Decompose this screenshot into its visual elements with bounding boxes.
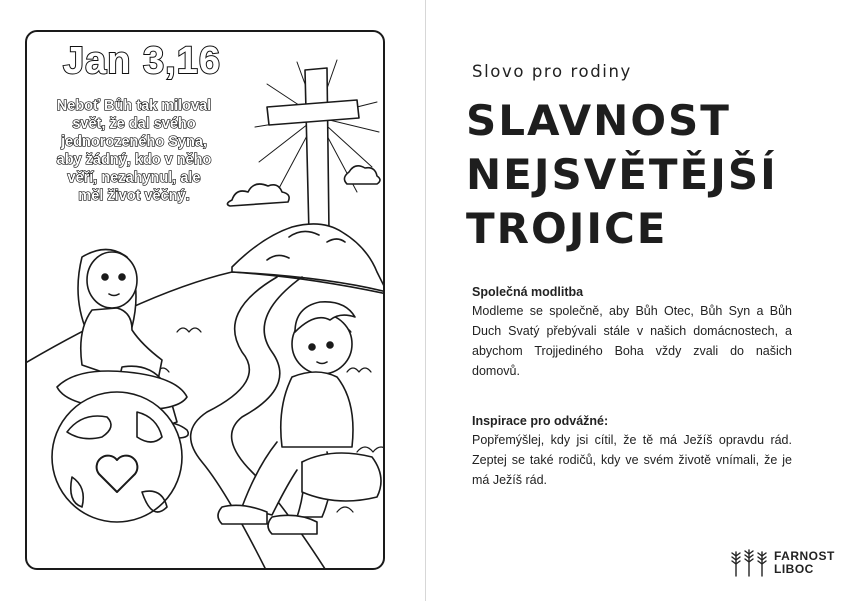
globe-with-heart (52, 392, 182, 522)
section-body: Modleme se společně, aby Bůh Otec, Bůh Syn a Bůh Duch Svatý přebývali stále v našich domácnostech, a abychom Trojjediného Boha vždy zvali do našich domovů. (472, 304, 792, 378)
cloud (227, 184, 289, 206)
wheat-ears-icon (728, 548, 770, 578)
path-left-edge (191, 277, 277, 570)
hilltop (232, 224, 385, 292)
logo-text (774, 550, 835, 576)
verse-line: věří, nezahynul, ale (67, 170, 201, 186)
parish-logo (728, 548, 835, 578)
prayer-section (472, 285, 792, 381)
section-body: Popřemýšlej, kdy jsi cítil, že tě má Ježíš opravdu rád. Zeptej se také rodičů, kdy ve svém životě vnímali, že je má Ježíš rád. (472, 433, 792, 487)
bible-reference: Jan 3,16 (63, 40, 221, 82)
eyebrow-text: Slovo pro rodiny (472, 62, 632, 81)
logo-line: FARNOST (774, 549, 835, 563)
verse-line: svět, že dal svého (72, 116, 196, 132)
verse-line: Neboť Bůh tak miloval (56, 98, 212, 114)
inspiration-section (472, 414, 792, 490)
logo-line: LIBOC (774, 562, 814, 576)
coloring-page (25, 30, 385, 570)
page-title (466, 94, 778, 256)
verse-line: aby žádný, kdo v něho (56, 152, 212, 168)
section-heading: Společná modlitba (472, 285, 584, 299)
title-line: SLAVNOST (466, 96, 731, 145)
cloud (344, 166, 380, 184)
verse-line: měl život věčný. (78, 188, 190, 204)
title-line: NEJSVĚTĚJŠÍ (466, 150, 778, 199)
rock (302, 453, 381, 501)
bible-verse (35, 97, 233, 205)
page-divider (425, 0, 426, 601)
title-line: TROJICE (466, 204, 668, 253)
section-heading: Inspirace pro odvážné: (472, 414, 609, 428)
verse-line: jednorozeného Syna, (61, 134, 207, 150)
